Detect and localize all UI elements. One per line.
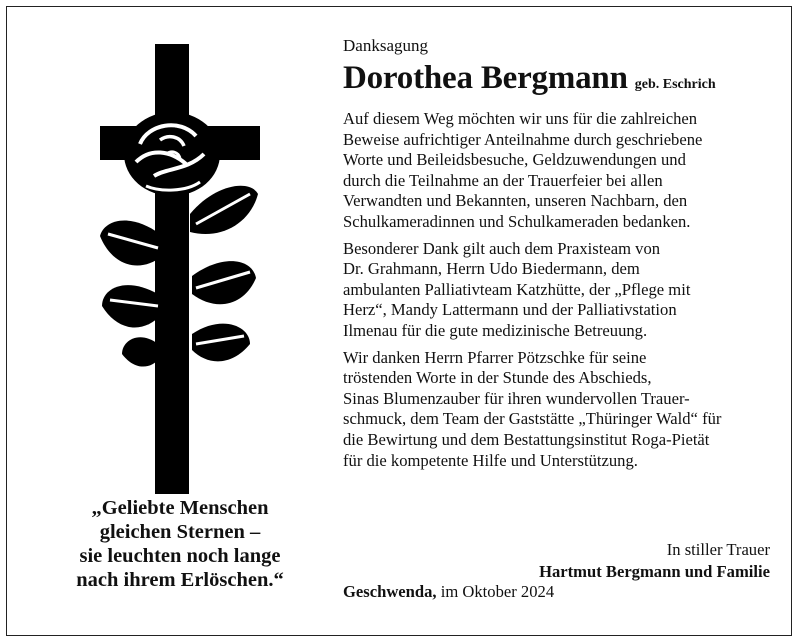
maiden-name: geb. Eschrich [634,77,716,92]
text-line: tröstenden Worte in der Stunde des Abschieds, [343,368,652,388]
text-line: Herz“, Mandy Lattermann und der Palliativstation [343,300,677,320]
family-name: Hartmut Bergmann und Familie [539,562,770,581]
text-line: Sinas Blumenzauber für ihren wundervollen Trauer- [343,388,690,408]
text-line: Beweise aufrichtiger Anteilnahme durch geschriebene [343,129,703,149]
text-line: schmuck, dem Team der Gaststätte „Thüringer Wald“ für [343,409,722,429]
text-line: Besonderer Dank gilt auch dem Praxisteam von [343,238,661,258]
memorial-quote [30,496,330,592]
notice-label: Danksagung [343,36,428,55]
quote-line: nach ihrem Erlöschen.“ [76,569,284,591]
quote-line: „Geliebte Menschen [91,497,269,519]
quote-line: gleichen Sternen – [99,521,261,543]
mourning-line: In stiller Trauer [666,540,770,559]
cross-rose-icon [100,44,260,494]
text-line: die Bewirtung und dem Bestattungsinstitut Roga-Pietät [343,429,710,449]
text-line: Worte und Beileidsbesuche, Geldzuwendungen und [343,150,686,170]
text-line: Auf diesem Weg möchten wir uns für die zahlreichen [343,109,698,128]
quote-line: sie leuchten noch lange [79,545,281,567]
text-line: für die kompetente Hilfe und Unterstützung. [343,450,638,470]
thanks-paragraph [343,348,773,472]
text-line: Ilmenau für die gute medizinische Betreuung. [343,320,648,340]
text-line: ambulanten Palliativteam Katzhütte, der „Pflege mit [343,279,691,299]
place-date [343,582,554,602]
deceased-name: Dorothea Bergmann [343,60,628,96]
text-line: Schulkameradinnen und Schulkameraden bedanken. [343,211,691,231]
notice-body [343,36,773,477]
signature-block [539,539,770,583]
text-line: Verwandten und Bekannten, unseren Nachbarn, den [343,191,688,211]
thanks-paragraph [343,109,773,233]
text-line: Dr. Grahmann, Herrn Udo Biedermann, dem [343,259,640,279]
text-line: Wir danken Herrn Pfarrer Pötzschke für seine [343,347,647,367]
thanks-paragraph [343,239,773,342]
text-line: durch die Teilnahme an der Trauerfeier bei allen [343,170,663,190]
place-name: Geschwenda, [343,582,437,601]
deceased-name-row [343,60,773,97]
notice-date: im Oktober 2024 [440,582,555,601]
